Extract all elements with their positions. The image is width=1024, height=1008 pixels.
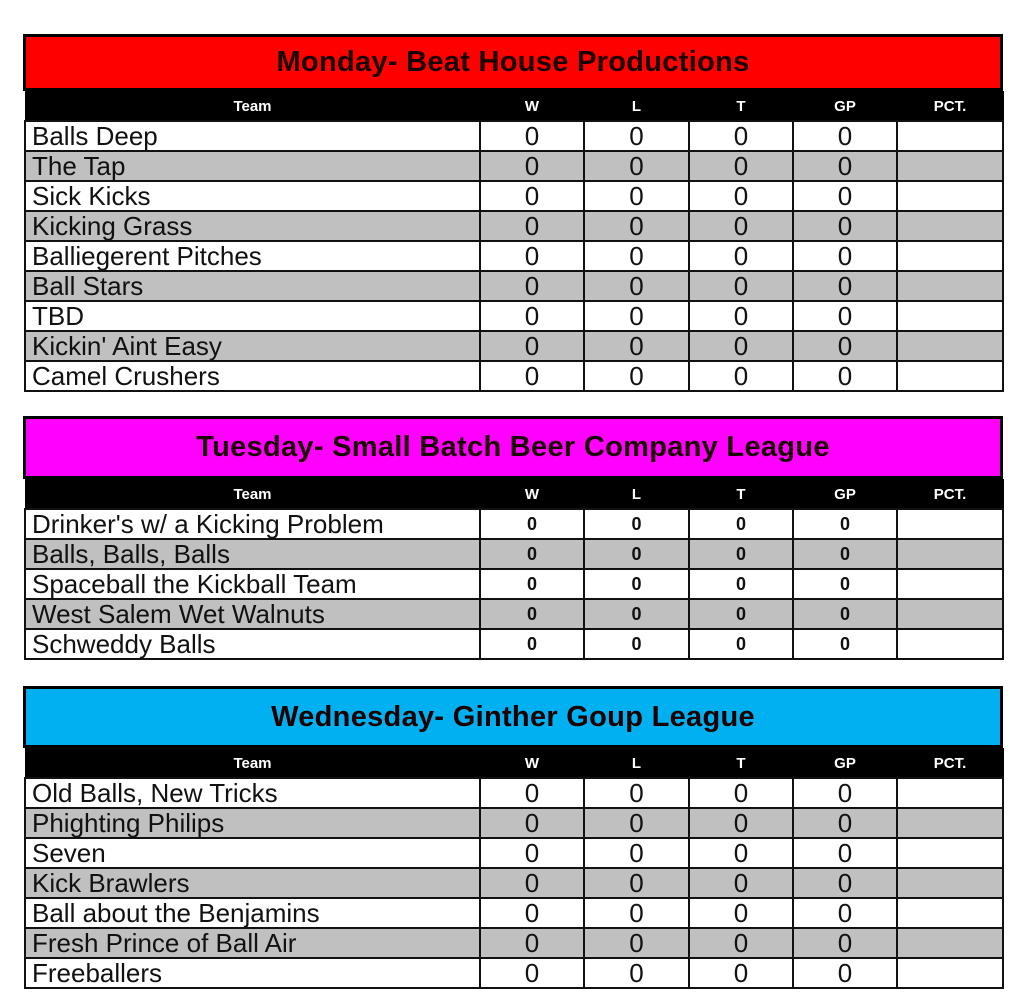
team-row: [25, 211, 1003, 241]
stat-l: 0: [584, 121, 689, 151]
stat-pct: [897, 868, 1003, 898]
team-row: [25, 868, 1003, 898]
stat-l: 0: [584, 361, 689, 391]
stat-pct: [897, 211, 1003, 241]
stat-t: 0: [689, 181, 793, 211]
stat-t: 0: [689, 569, 793, 599]
stat-w: 0: [480, 151, 584, 181]
team-name: Spaceball the Kickball Team: [25, 569, 480, 599]
stat-w: 0: [480, 778, 584, 808]
stat-t: 0: [689, 331, 793, 361]
stat-pct: [897, 838, 1003, 868]
standings-table: [24, 748, 1004, 989]
stat-gp: 0: [793, 181, 897, 211]
column-header-pct: PCT.: [897, 92, 1003, 122]
stat-w: 0: [480, 509, 584, 539]
team-name: Balls, Balls, Balls: [25, 539, 480, 569]
stat-pct: [897, 569, 1003, 599]
team-row: [25, 151, 1003, 181]
column-header-gp: GP: [793, 480, 897, 510]
league-title-band: [23, 416, 1003, 479]
team-name: TBD: [25, 301, 480, 331]
team-name: Schweddy Balls: [25, 629, 480, 659]
stat-gp: 0: [793, 808, 897, 838]
stat-l: 0: [584, 211, 689, 241]
header-row: [25, 92, 1003, 122]
stat-gp: 0: [793, 509, 897, 539]
stat-w: 0: [480, 808, 584, 838]
stat-w: 0: [480, 181, 584, 211]
stat-t: 0: [689, 211, 793, 241]
team-name: Ball Stars: [25, 271, 480, 301]
stat-t: 0: [689, 778, 793, 808]
team-row: [25, 599, 1003, 629]
stat-l: 0: [584, 539, 689, 569]
stat-l: 0: [584, 301, 689, 331]
stat-gp: 0: [793, 331, 897, 361]
league-title: Wednesday- Ginther Goup League: [271, 700, 755, 733]
stat-pct: [897, 241, 1003, 271]
column-header-gp: GP: [793, 92, 897, 122]
stat-l: 0: [584, 271, 689, 301]
monday-league-standings: [23, 34, 1003, 392]
team-row: [25, 808, 1003, 838]
team-row: [25, 778, 1003, 808]
header-row: [25, 480, 1003, 510]
team-row: [25, 361, 1003, 391]
column-header-team: Team: [25, 749, 480, 779]
stat-l: 0: [584, 808, 689, 838]
team-name: Fresh Prince of Ball Air: [25, 928, 480, 958]
team-row: [25, 838, 1003, 868]
stat-pct: [897, 898, 1003, 928]
team-row: [25, 539, 1003, 569]
team-name: West Salem Wet Walnuts: [25, 599, 480, 629]
stat-pct: [897, 509, 1003, 539]
stat-t: 0: [689, 868, 793, 898]
team-name: Seven: [25, 838, 480, 868]
team-row: [25, 569, 1003, 599]
stat-gp: 0: [793, 539, 897, 569]
stat-pct: [897, 629, 1003, 659]
stat-l: 0: [584, 509, 689, 539]
column-header-t: T: [689, 749, 793, 779]
stat-w: 0: [480, 569, 584, 599]
stat-pct: [897, 331, 1003, 361]
stat-w: 0: [480, 331, 584, 361]
stat-pct: [897, 361, 1003, 391]
team-name: Ball about the Benjamins: [25, 898, 480, 928]
stat-gp: 0: [793, 569, 897, 599]
stat-w: 0: [480, 121, 584, 151]
stat-pct: [897, 778, 1003, 808]
team-row: [25, 928, 1003, 958]
stat-t: 0: [689, 898, 793, 928]
stat-w: 0: [480, 958, 584, 988]
stat-w: 0: [480, 539, 584, 569]
stat-gp: 0: [793, 629, 897, 659]
stat-w: 0: [480, 838, 584, 868]
tuesday-league-standings: [23, 416, 1003, 660]
team-name: Balls Deep: [25, 121, 480, 151]
stat-gp: 0: [793, 361, 897, 391]
stat-pct: [897, 928, 1003, 958]
league-title: Tuesday- Small Batch Beer Company League: [196, 431, 830, 463]
stat-w: 0: [480, 898, 584, 928]
stat-pct: [897, 301, 1003, 331]
standings-table: [24, 479, 1004, 660]
stat-t: 0: [689, 271, 793, 301]
stat-l: 0: [584, 958, 689, 988]
stat-t: 0: [689, 928, 793, 958]
stat-gp: 0: [793, 778, 897, 808]
stat-gp: 0: [793, 301, 897, 331]
team-name: Old Balls, New Tricks: [25, 778, 480, 808]
stat-t: 0: [689, 808, 793, 838]
team-row: [25, 241, 1003, 271]
stat-l: 0: [584, 898, 689, 928]
stat-gp: 0: [793, 241, 897, 271]
team-name: Balliegerent Pitches: [25, 241, 480, 271]
stat-t: 0: [689, 361, 793, 391]
team-name: The Tap: [25, 151, 480, 181]
stat-l: 0: [584, 868, 689, 898]
team-name: Drinker's w/ a Kicking Problem: [25, 509, 480, 539]
stat-w: 0: [480, 361, 584, 391]
league-title-band: [23, 686, 1003, 748]
stat-pct: [897, 958, 1003, 988]
stat-l: 0: [584, 569, 689, 599]
column-header-pct: PCT.: [897, 480, 1003, 510]
stat-t: 0: [689, 539, 793, 569]
team-row: [25, 181, 1003, 211]
league-title: Monday- Beat House Productions: [276, 46, 750, 78]
stat-pct: [897, 151, 1003, 181]
stat-gp: 0: [793, 121, 897, 151]
team-row: [25, 121, 1003, 151]
stat-t: 0: [689, 599, 793, 629]
team-row: [25, 509, 1003, 539]
stat-t: 0: [689, 241, 793, 271]
header-row: [25, 749, 1003, 779]
stat-t: 0: [689, 301, 793, 331]
stat-gp: 0: [793, 898, 897, 928]
stat-w: 0: [480, 211, 584, 241]
team-row: [25, 958, 1003, 988]
stat-l: 0: [584, 241, 689, 271]
stat-w: 0: [480, 928, 584, 958]
standings-table: [24, 91, 1004, 392]
stat-l: 0: [584, 778, 689, 808]
stat-pct: [897, 271, 1003, 301]
stat-gp: 0: [793, 599, 897, 629]
stat-gp: 0: [793, 928, 897, 958]
team-name: Kicking Grass: [25, 211, 480, 241]
stat-pct: [897, 808, 1003, 838]
wednesday-league-standings: [23, 686, 1003, 989]
team-row: [25, 629, 1003, 659]
column-header-pct: PCT.: [897, 749, 1003, 779]
stat-pct: [897, 539, 1003, 569]
stat-t: 0: [689, 121, 793, 151]
column-header-gp: GP: [793, 749, 897, 779]
stat-l: 0: [584, 928, 689, 958]
stat-gp: 0: [793, 271, 897, 301]
stat-gp: 0: [793, 211, 897, 241]
team-row: [25, 331, 1003, 361]
stat-gp: 0: [793, 151, 897, 181]
column-header-team: Team: [25, 92, 480, 122]
stat-w: 0: [480, 301, 584, 331]
column-header-t: T: [689, 92, 793, 122]
team-name: Phighting Philips: [25, 808, 480, 838]
stat-t: 0: [689, 838, 793, 868]
team-row: [25, 898, 1003, 928]
stat-w: 0: [480, 868, 584, 898]
stat-pct: [897, 181, 1003, 211]
team-name: Freeballers: [25, 958, 480, 988]
team-row: [25, 271, 1003, 301]
stat-gp: 0: [793, 838, 897, 868]
team-name: Camel Crushers: [25, 361, 480, 391]
column-header-l: L: [584, 92, 689, 122]
stat-pct: [897, 121, 1003, 151]
league-title-band: [23, 34, 1003, 91]
stat-l: 0: [584, 838, 689, 868]
stat-pct: [897, 599, 1003, 629]
team-name: Sick Kicks: [25, 181, 480, 211]
stat-gp: 0: [793, 868, 897, 898]
team-row: [25, 301, 1003, 331]
stat-t: 0: [689, 958, 793, 988]
team-name: Kick Brawlers: [25, 868, 480, 898]
stat-l: 0: [584, 599, 689, 629]
column-header-w: W: [480, 92, 584, 122]
team-name: Kickin' Aint Easy: [25, 331, 480, 361]
stat-w: 0: [480, 629, 584, 659]
column-header-w: W: [480, 480, 584, 510]
stat-l: 0: [584, 181, 689, 211]
stat-w: 0: [480, 241, 584, 271]
stat-gp: 0: [793, 958, 897, 988]
column-header-l: L: [584, 480, 689, 510]
stat-l: 0: [584, 629, 689, 659]
stat-t: 0: [689, 509, 793, 539]
stat-l: 0: [584, 151, 689, 181]
stat-w: 0: [480, 271, 584, 301]
stat-t: 0: [689, 151, 793, 181]
column-header-t: T: [689, 480, 793, 510]
column-header-l: L: [584, 749, 689, 779]
column-header-team: Team: [25, 480, 480, 510]
stat-l: 0: [584, 331, 689, 361]
stat-t: 0: [689, 629, 793, 659]
column-header-w: W: [480, 749, 584, 779]
stat-w: 0: [480, 599, 584, 629]
